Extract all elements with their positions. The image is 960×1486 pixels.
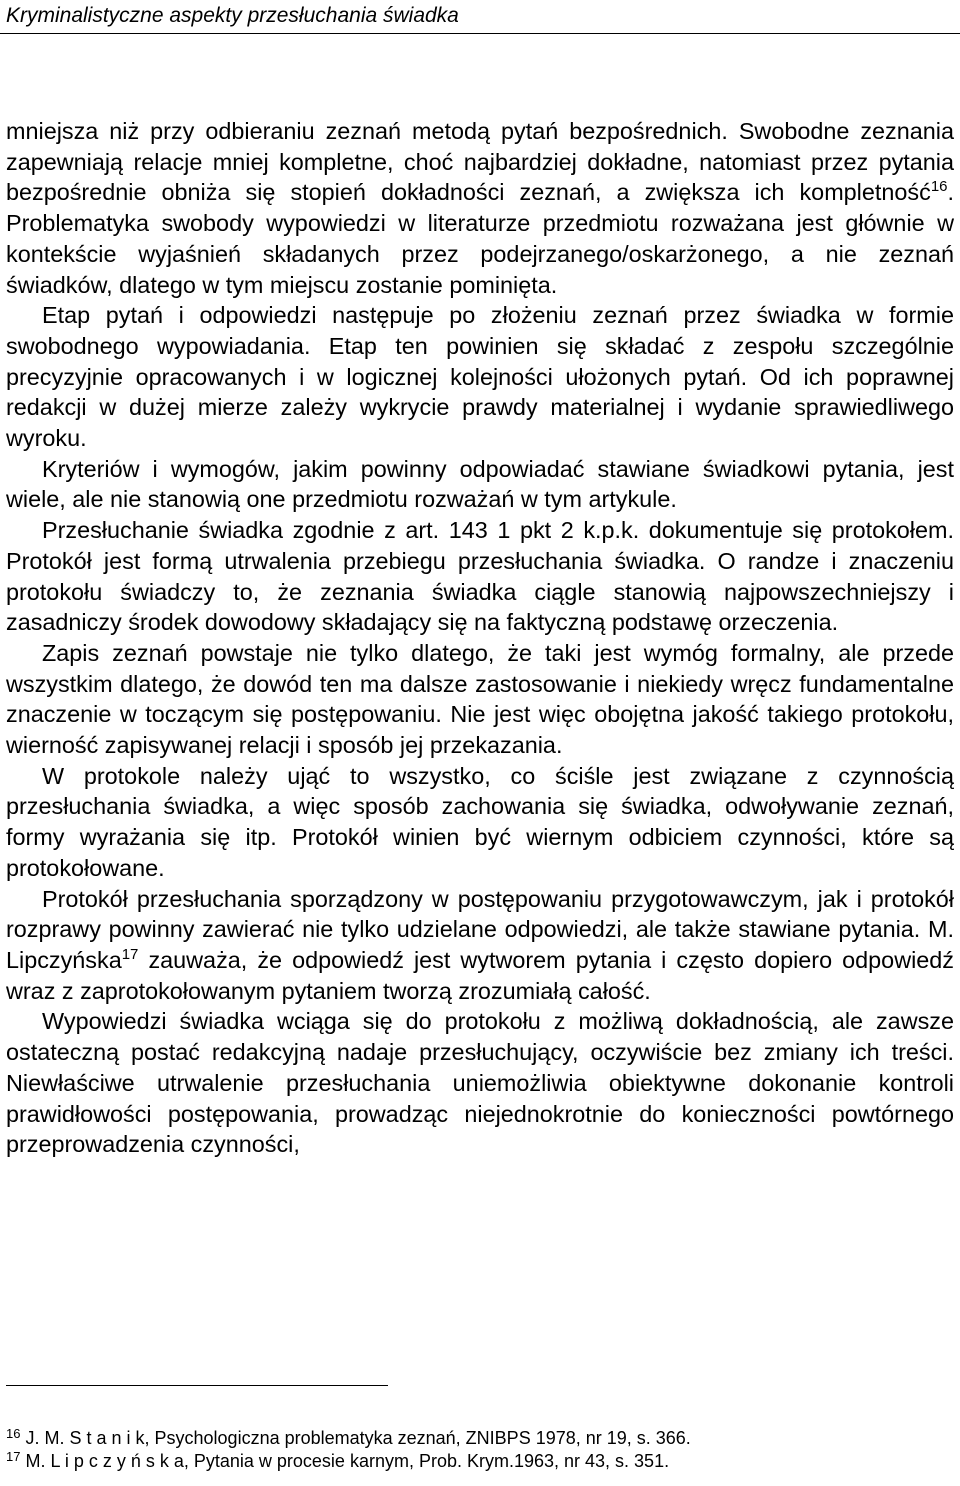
footnote-17 (6, 1450, 954, 1473)
paragraph-6: W protokole należy ująć to wszystko, co ściśle jest związane z czynnością przesłuchania świadka, a więc sposób zachowania się świadka, odwoływanie zeznań, formy wyrażania się itp. Protokół winien być wiernym odbiciem czynności, które są protokołowane. (6, 762, 954, 881)
running-header: Kryminalistyczne aspekty przesłuchania świadka (6, 4, 459, 27)
body-text (6, 116, 954, 1160)
footnote-number: 17 (6, 1449, 21, 1464)
paragraph-1-text-b: . Problematyka swobody wypowiedzi w literaturze przedmiotu rozważana jest głównie w kontekście wyjaśnień składanych przez podejrzanego/oskarżonego, a nie zeznań świadków, dlatego w tym miejscu zostanie pominięta. (6, 179, 954, 298)
paragraph-1 (6, 116, 954, 300)
paragraph-7-text-a: Protokół przesłuchania sporządzony w postępowaniu przygotowawczym, jak i protokół rozprawy powinny zawierać nie tylko udzielane odpowiedzi, ale także stawiane pytania. M. Lipczyńska (6, 885, 954, 973)
paragraph-8: Wypowiedzi świadka wciąga się do protokołu z możliwą dokładnością, ale zawsze ostateczną postać redakcyjną nadaje przesłuchujący, oczywiście bez zmiany ich treści. Niewłaściwe utrwalenie przesłuchania uniemożliwia obiektywne dokonanie kontroli prawidłowości postępowania, prowadząc niejednokrotnie do konieczności powtórnego przeprowadzenia czynności, (6, 1008, 954, 1158)
footnote-ref-16: 16 (930, 178, 948, 196)
footnote-16 (6, 1427, 954, 1450)
footnote-text: J. M. S t a n i k, Psychologiczna problematyka zeznań, ZNIBPS 1978, nr 19, s. 366. (25, 1428, 691, 1448)
footnotes (6, 1427, 954, 1473)
paragraph-7 (6, 884, 954, 1007)
paragraph-5: Zapis zeznań powstaje nie tylko dlatego, że taki jest wymóg formalny, ale przede wszystkim dlatego, że dowód ten ma dalsze zastosowanie i niekiedy wręcz fundamentalne znaczenie w toczącym się postępowaniu. Nie jest więc obojętna jakość takiego protokołu, wierność zapisywanej relacji i sposób jej przekazania. (6, 639, 954, 759)
footnote-ref-17: 17 (121, 945, 139, 963)
paragraph-2: Etap pytań i odpowiedzi następuje po złożeniu zeznań przez świadka w formie swobodnego wypowiadania. Etap ten powinien się składać z zespołu szczególnie precyzyjnie opracowanych i w logicznej kolejności ułożonych pytań. Od ich poprawnej redakcji w dużej mierze zależy wykrycie prawdy materialnej i wydanie sprawiedliwego wyroku. (6, 302, 954, 452)
footnote-text: M. L i p c z y ń s k a, Pytania w procesie karnym, Prob. Krym.1963, nr 43, s. 351. (25, 1451, 670, 1471)
paragraph-1-text-a: mniejsza niż przy odbieraniu zeznań metodą pytań bezpośrednich. Swobodne zeznania zapewniają relacje mniej kompletne, choć najbardziej dokładne, natomiast przez pytania bezpośrednie obniża się stopień dokładności zeznań, a zwiększa ich kompletność (6, 118, 954, 206)
footnote-rule (6, 1385, 388, 1386)
paragraph-4: Przesłuchanie świadka zgodnie z art. 143 1 pkt 2 k.p.k. dokumentuje się protokołem. Protokół jest formą utrwalenia przebiegu przesłuchania świadka. O randze i znaczeniu protokołu świadczy to, że zeznania świadka ciągle stanowią najpowszechniejszy i zasadniczy środek dowodowy składający się na faktyczną podstawę orzeczenia. (6, 517, 954, 636)
paragraph-3: Kryteriów i wymogów, jakim powinny odpowiadać stawiane świadkowi pytania, jest wiele, ale nie stanowią one przedmiotu rozważań w tym artykule. (6, 455, 954, 513)
paragraph-7-text-b: zauważa, że odpowiedź jest wytworem pytania i często dopiero odpowiedź wraz z zaprotokołowanym pytaniem tworzą zrozumiałą całość. (6, 946, 954, 1004)
header-rule (0, 33, 960, 34)
footnote-number: 16 (6, 1426, 21, 1441)
